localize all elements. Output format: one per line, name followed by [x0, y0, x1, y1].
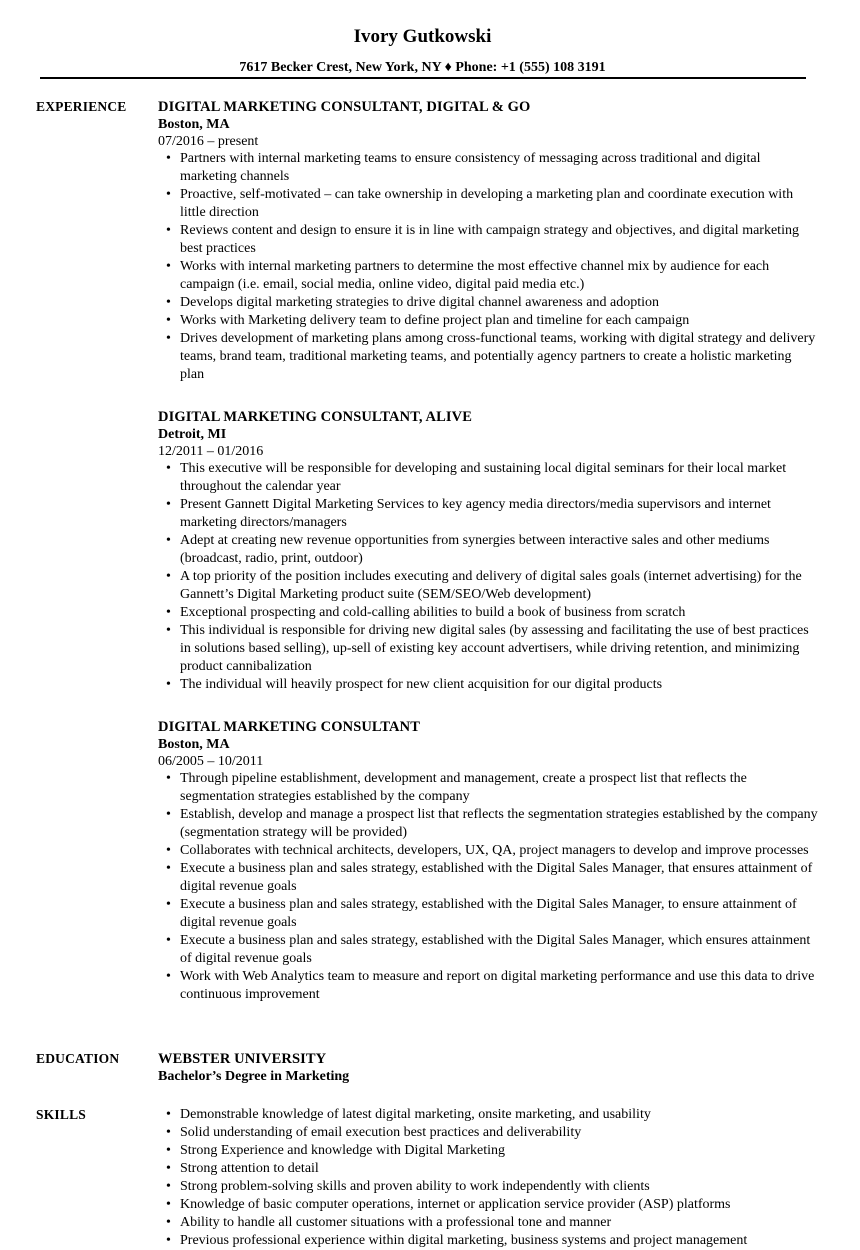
- school-name: WEBSTER UNIVERSITY: [158, 1051, 327, 1067]
- candidate-name: Ivory Gutkowski: [353, 26, 492, 47]
- job-bullets: [158, 770, 818, 1004]
- job-dates: 12/2011 – 01/2016: [158, 444, 264, 459]
- list-item: • Establish, develop and manage a prospect list that reflects the segmentation strategies established by the company (segmentation strategy will be provided): [180, 806, 818, 842]
- list-item: • Work with Web Analytics team to measure and report on digital marketing performance and use this data to drive continuous improvement: [180, 968, 818, 1004]
- list-item: • Reviews content and design to ensure it is in line with campaign strategy and objectives, and digital marketing best practices: [180, 222, 818, 258]
- job-bullets: [158, 150, 818, 384]
- list-item: • Execute a business plan and sales strategy, established with the Digital Sales Manager, that ensures attainment of digital revenue goals: [180, 860, 818, 896]
- list-item: • Ability to handle all customer situations with a professional tone and manner: [180, 1214, 818, 1232]
- job-entry: [158, 718, 818, 1004]
- list-item: • Partners with internal marketing teams to ensure consistency of messaging across traditional and digital marketing channels: [180, 150, 818, 186]
- skills-bullets: [158, 1106, 818, 1250]
- section-label-experience: EXPERIENCE: [36, 99, 127, 114]
- list-item: • Solid understanding of email execution best practices and deliverability: [180, 1124, 818, 1142]
- list-item: • Through pipeline establishment, development and management, create a prospect list that reflects the segmentation strategies established by the company: [180, 770, 818, 806]
- list-item: • Present Gannett Digital Marketing Services to key agency media directors/media supervisors and internet marketing directors/managers: [180, 496, 818, 532]
- list-item: • This individual is responsible for driving new digital sales (by assessing and facilitating the use of best practices in solutions based selling), up-sell of existing key account advertisers, while driving retention, and minimizing product cannibalization: [180, 622, 818, 676]
- list-item: • Strong Experience and knowledge with Digital Marketing: [180, 1142, 818, 1160]
- job-entry: [158, 408, 818, 694]
- list-item: • Strong attention to detail: [180, 1160, 818, 1178]
- list-item: • A top priority of the position includes executing and delivery of digital sales goals (internet advertising) for the Gannett’s Digital Marketing product suite (SEM/SEO/Web development): [180, 568, 818, 604]
- list-item: • Drives development of marketing plans among cross-functional teams, working with digital strategy and delivery teams, brand team, traditional marketing teams, and potentially agency partners to create a holistic marketing plan: [180, 330, 818, 384]
- job-dates: 07/2016 – present: [158, 134, 259, 149]
- job-location: Boston, MA: [158, 737, 230, 752]
- list-item: • Proactive, self-motivated – can take ownership in developing a marketing plan and coordinate execution with little direction: [180, 186, 818, 222]
- job-dates: 06/2005 – 10/2011: [158, 754, 264, 769]
- section-label-education: EDUCATION: [36, 1051, 120, 1066]
- list-item: • Works with Marketing delivery team to define project plan and timeline for each campaign: [180, 312, 818, 330]
- contact-line: 7617 Becker Crest, New York, NY ♦ Phone: +1 (555) 108 3191: [239, 60, 606, 75]
- list-item: • Adept at creating new revenue opportunities from synergies between interactive sales and other mediums (broadcast, radio, print, outdoor): [180, 532, 818, 568]
- list-item: • Collaborates with technical architects, developers, UX, QA, project managers to develop and improve processes: [180, 842, 818, 860]
- list-item: • The individual will heavily prospect for new client acquisition for our digital products: [180, 676, 818, 694]
- job-entry: [158, 98, 818, 384]
- header-divider: [40, 77, 806, 79]
- list-item: • Execute a business plan and sales strategy, established with the Digital Sales Manager, to ensure attainment of digital revenue goals: [180, 896, 818, 932]
- list-item: • Strong problem-solving skills and proven ability to work independently with clients: [180, 1178, 818, 1196]
- list-item: • Demonstrable knowledge of latest digital marketing, onsite marketing, and usability: [180, 1106, 818, 1124]
- job-title: DIGITAL MARKETING CONSULTANT, DIGITAL & GO: [158, 99, 531, 115]
- list-item: • Develops digital marketing strategies to drive digital channel awareness and adoption: [180, 294, 818, 312]
- job-bullets: [158, 460, 818, 694]
- list-item: • This executive will be responsible for developing and sustaining local digital seminars for their local market throughout the calendar year: [180, 460, 818, 496]
- job-title: DIGITAL MARKETING CONSULTANT, ALIVE: [158, 409, 472, 425]
- list-item: • Exceptional prospecting and cold-calling abilities to build a book of business from scratch: [180, 604, 818, 622]
- list-item: • Knowledge of basic computer operations, internet or application service provider (ASP) platforms: [180, 1196, 818, 1214]
- education-entry: [158, 1050, 818, 1086]
- skills-list: [158, 1106, 818, 1250]
- list-item: • Previous professional experience within digital marketing, business systems and project management: [180, 1232, 818, 1250]
- list-item: • Works with internal marketing partners to determine the most effective channel mix by audience for each campaign (i.e. email, social media, online video, digital paid media etc.): [180, 258, 818, 294]
- section-label-skills: SKILLS: [36, 1107, 86, 1122]
- job-location: Boston, MA: [158, 117, 230, 132]
- list-item: • Execute a business plan and sales strategy, established with the Digital Sales Manager, which ensures attainment of digital revenue goals: [180, 932, 818, 968]
- job-title: DIGITAL MARKETING CONSULTANT: [158, 719, 420, 735]
- job-location: Detroit, MI: [158, 427, 227, 442]
- degree: Bachelor’s Degree in Marketing: [158, 1069, 350, 1084]
